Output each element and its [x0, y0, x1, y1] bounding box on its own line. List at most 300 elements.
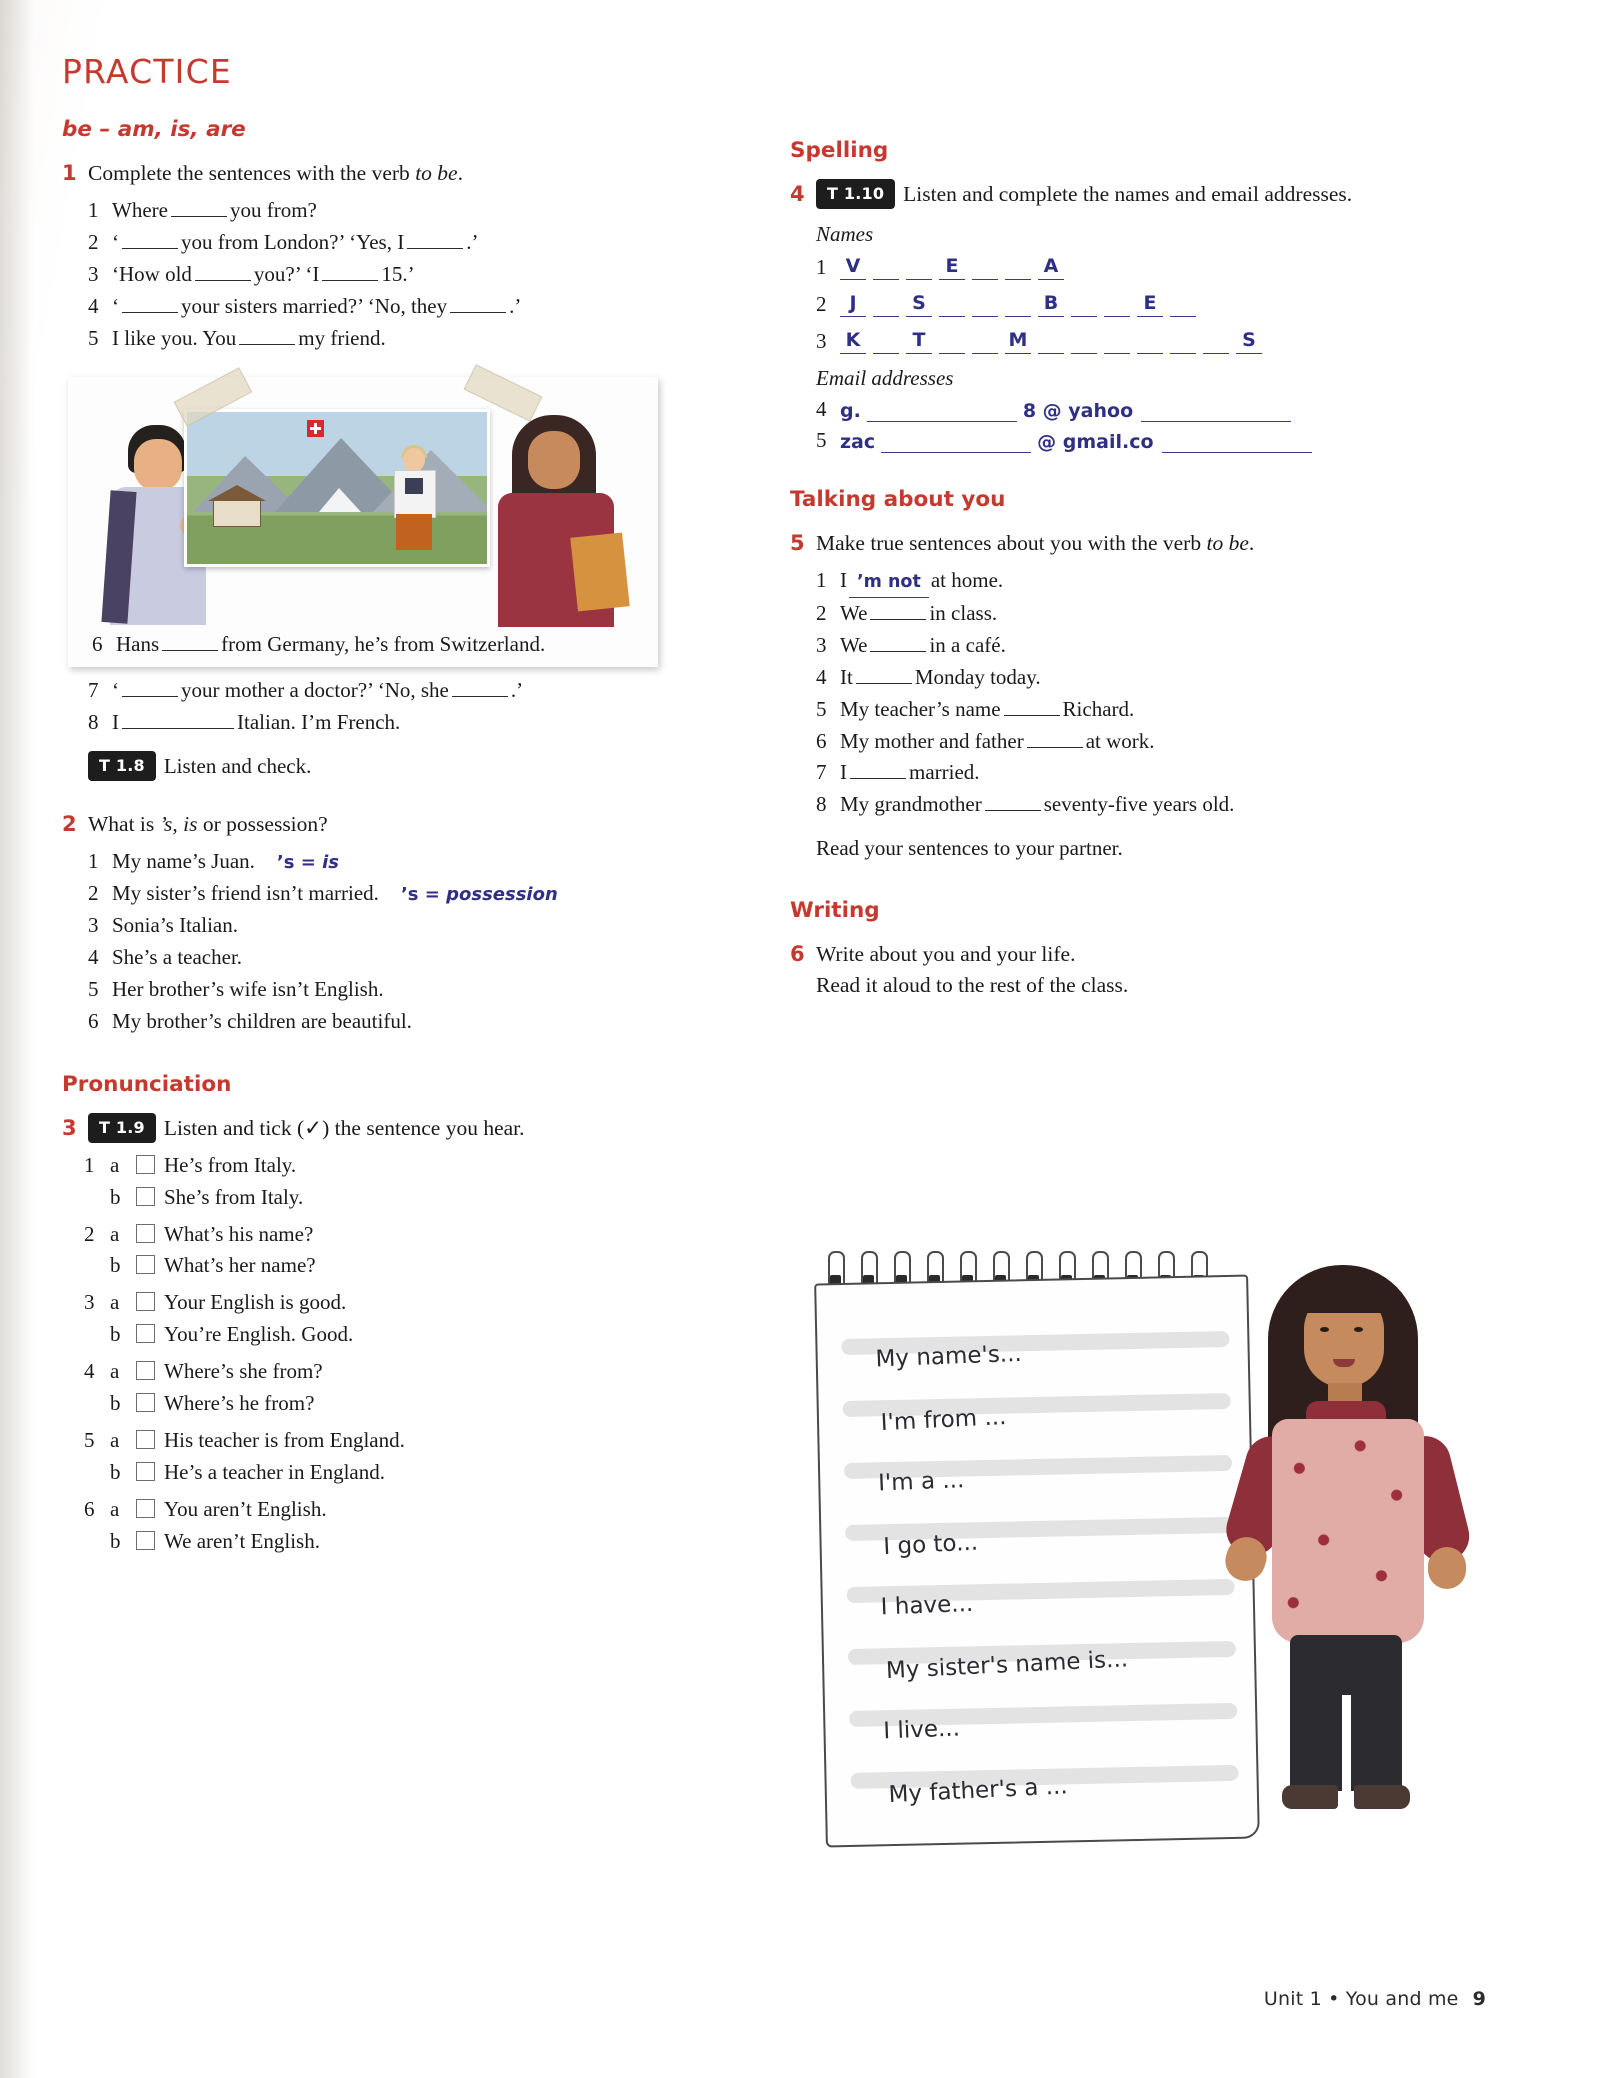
option-text-a: Your English is good. [164, 1290, 347, 1315]
checkbox-row[interactable] [84, 1319, 702, 1351]
option-text-b: What’s her name? [164, 1253, 316, 1278]
item-text [112, 707, 702, 739]
option-letter-b: b [110, 1459, 121, 1484]
item-sentence: My name’s Juan. [112, 849, 255, 874]
list-item [88, 910, 702, 942]
exercise-4-instruction [816, 179, 1430, 210]
exercise-1-items-continued [62, 675, 702, 739]
item-sentence: Her brother’s wife isn’t English. [112, 976, 384, 1001]
letter-cells [840, 290, 1196, 317]
exercise-4-instruction-text: Listen and complete the names and email addresses. [903, 182, 1353, 206]
item-text-post: Monday today. [914, 664, 1041, 689]
notepad-handwriting [875, 1329, 1245, 1832]
list-item [88, 942, 702, 974]
answer-blank[interactable] [1004, 700, 1060, 716]
list-item [88, 846, 702, 878]
letter-cell[interactable]: A [1038, 253, 1064, 280]
names-label: Names [816, 222, 874, 247]
page-footer [1264, 1988, 1486, 2010]
checkbox-group [84, 1219, 702, 1283]
option-text-b: We aren’t English. [164, 1528, 320, 1553]
item-sentence: My brother’s children are beautiful. [112, 1008, 412, 1033]
item-text-post: in a café. [929, 632, 1006, 657]
option-letter-a: a [110, 1221, 120, 1246]
list-item [816, 694, 1430, 726]
item-number: 6 [816, 728, 827, 753]
letter-cells [840, 327, 1262, 354]
option-text-a: What’s his name? [164, 1221, 314, 1246]
checkbox-row[interactable] [84, 1388, 702, 1420]
notepad-line: My father's a ... [887, 1773, 1069, 1809]
left-column [62, 52, 702, 1563]
checkbox-row[interactable] [84, 1287, 702, 1319]
option-text-a: His teacher is from England. [164, 1427, 405, 1452]
letter-cell[interactable] [873, 253, 899, 280]
checkbox-a[interactable] [136, 1430, 155, 1449]
exercise-3-number: 3 [62, 1115, 77, 1140]
item-number: 3 [816, 632, 827, 657]
email-blank[interactable] [867, 399, 1017, 422]
exercise-1-number: 1 [62, 161, 77, 185]
item-sentence: Sonia’s Italian. [112, 912, 238, 937]
item-text-pre: My grandmother [840, 792, 982, 817]
checkbox-a[interactable] [136, 1361, 155, 1380]
option-letter-b: b [110, 1391, 121, 1416]
answer-blank[interactable] [171, 201, 227, 217]
item-text [112, 227, 702, 259]
item-number: 2 [816, 600, 827, 625]
checkbox-a[interactable] [136, 1155, 155, 1174]
answer-blank[interactable] [870, 636, 926, 652]
letter-cell[interactable] [1170, 327, 1196, 354]
section-heading-talking: Talking about you [790, 487, 1006, 513]
checkbox-b[interactable] [136, 1255, 155, 1274]
item-text-pre: I like you. You [112, 325, 237, 350]
item-text-pre: My mother and father [840, 728, 1024, 753]
letter-cell[interactable]: B [1038, 290, 1064, 317]
item-text-post: in class. [929, 600, 998, 625]
item-text [840, 662, 1430, 694]
item-text [840, 598, 1430, 630]
section-heading-writing: Writing [790, 897, 880, 923]
exercise-6 [790, 939, 1430, 1001]
item-text-tail: .’ [510, 677, 524, 702]
audio-track-badge[interactable]: T 1.10 [816, 179, 895, 209]
audio-track-instruction: Listen and check. [163, 753, 312, 778]
exercise-5-items [790, 565, 1430, 821]
item-number: 1 [88, 198, 99, 223]
list-item [88, 323, 702, 355]
answer-blank[interactable] [850, 763, 906, 779]
letter-cell[interactable]: V [840, 253, 866, 280]
item-number: 7 [816, 760, 827, 785]
answer-note [401, 884, 558, 905]
answer-note [277, 852, 339, 873]
exercise-2 [62, 809, 702, 840]
item-text-pre: Where [112, 198, 168, 223]
exercise-2-instruction [88, 809, 702, 840]
emails-label: Email addresses [816, 366, 954, 391]
checkbox-group [84, 1494, 702, 1558]
exercise-1-instruction-post: . [457, 161, 463, 185]
answer-blank[interactable] [122, 297, 178, 313]
item-number: 2 [88, 230, 99, 255]
item-number: 2 [816, 292, 827, 317]
letter-cell[interactable] [1104, 327, 1130, 354]
letter-cell[interactable] [873, 327, 899, 354]
letter-cell[interactable] [1005, 290, 1031, 317]
item-text-post: Italian. I’m French. [237, 709, 401, 734]
section-heading-spelling: Spelling [790, 138, 889, 163]
audio-track-badge[interactable]: T 1.8 [88, 751, 156, 781]
option-text-a: Where’s she from? [164, 1359, 323, 1384]
letter-cell[interactable]: M [1005, 327, 1031, 354]
item-text-post: you from London?’ ‘Yes, I [181, 230, 405, 255]
exercise-6-number: 6 [790, 941, 805, 966]
email-rows [816, 397, 1430, 453]
item-sentence: My sister’s friend isn’t married. [112, 881, 379, 906]
email-domain: 8 @ yahoo [1022, 400, 1134, 423]
answer-note-pre: ’s = [276, 852, 323, 874]
letter-cell[interactable] [972, 327, 998, 354]
answer-note-em: is [322, 852, 339, 874]
letter-cell[interactable]: J [840, 290, 866, 317]
exercise-1 [62, 158, 702, 189]
page-title: PRACTICE [62, 52, 232, 91]
exercise-3 [62, 1113, 702, 1144]
email-domain: @ gmail.co [1037, 431, 1154, 454]
list-item [816, 630, 1430, 662]
list-item [88, 291, 702, 323]
name-row-1[interactable] [816, 253, 1430, 280]
exercise-2-number: 2 [62, 811, 77, 836]
item-text [112, 675, 702, 707]
letter-cell[interactable] [1005, 253, 1031, 280]
exercise-6-line-2: Read it aloud to the rest of the class. [816, 972, 1129, 997]
item-number: 4 [88, 293, 99, 318]
option-text-a: You aren’t English. [164, 1496, 327, 1521]
answer-blank[interactable] [122, 713, 234, 729]
answer-blank[interactable] [1027, 732, 1083, 748]
item-number: 6 [88, 1008, 99, 1033]
answer-blank[interactable] [450, 297, 506, 313]
exercise-6-line-1: Write about you and your life. [816, 941, 1076, 966]
item-number: 1 [816, 568, 827, 593]
checkbox-b[interactable] [136, 1531, 155, 1550]
letter-cell[interactable]: K [840, 327, 866, 354]
instruction-post: . [1248, 531, 1255, 556]
item-text-pre: I [840, 568, 847, 593]
item-number: 1 [816, 255, 827, 280]
name-row-3[interactable] [816, 327, 1430, 354]
group-number: 3 [84, 1290, 95, 1315]
item-text-post: my friend. [298, 325, 386, 350]
names-rows [816, 253, 1430, 354]
instruction-part-a: What is [88, 811, 160, 836]
checkbox-a[interactable] [136, 1224, 155, 1243]
option-text-b: You’re English. Good. [164, 1322, 354, 1347]
checkbox-b[interactable] [136, 1462, 155, 1481]
list-item [816, 662, 1430, 694]
letter-cell[interactable]: E [1137, 290, 1163, 317]
answer-blank[interactable] [122, 233, 178, 249]
exercise-4-number: 4 [790, 182, 805, 206]
item-text-mid: you?’ ‘I [253, 261, 320, 286]
exercise-1-instruction-pre: Complete the sentences with the verb [88, 161, 416, 185]
letter-cell[interactable] [873, 290, 899, 317]
checkbox-group [84, 1425, 702, 1489]
option-letter-a: a [110, 1427, 120, 1452]
option-letter-b: b [110, 1322, 121, 1347]
answer-blank[interactable] [322, 265, 378, 281]
notepad-line: I live... [882, 1715, 961, 1745]
checkbox-b[interactable] [136, 1187, 155, 1206]
photo-in-photo [184, 409, 490, 567]
group-number: 2 [84, 1221, 95, 1246]
instruction-part-c: or possession? [197, 811, 328, 836]
item-number: 3 [88, 912, 99, 937]
notepad-line: My name's... [875, 1340, 1023, 1373]
list-item [88, 878, 702, 910]
exercise-5-instruction [816, 528, 1430, 559]
exercise-2-items [62, 846, 702, 1037]
notepad-line: My sister's name is... [885, 1646, 1129, 1685]
exercise-4 [790, 179, 1430, 210]
item-number: 4 [816, 397, 827, 422]
item-text-post: you from? [229, 198, 317, 223]
item-text-pre: My teacher’s name [840, 696, 1001, 721]
exercise-1-instruction-em: to be [415, 161, 458, 185]
instruction-pre: Make true sentences about you with the verb [816, 531, 1207, 556]
list-item [88, 1006, 702, 1038]
answer-blank[interactable] [122, 681, 178, 697]
list-item [88, 974, 702, 1006]
item-text-tail: 15.’ [381, 261, 415, 286]
item-text-pre: ‘ [112, 230, 119, 255]
notepad-illustration [790, 1245, 1490, 1865]
footer-page-number: 9 [1472, 1988, 1486, 2010]
item-text [116, 632, 642, 657]
answer-note-em: possession [446, 884, 558, 906]
item-text [840, 694, 1430, 726]
item-text-post: at home. [930, 568, 1004, 593]
option-text-b: Where’s he from? [164, 1391, 315, 1416]
answer-blank[interactable] [856, 668, 912, 684]
letter-cell[interactable] [1038, 327, 1064, 354]
item-number: 5 [816, 696, 827, 721]
email-prefix: zac [840, 431, 876, 454]
item-text-post: at work. [1085, 728, 1155, 753]
photo-illustration [68, 377, 658, 667]
exercise-3-instruction [88, 1113, 702, 1144]
item-number: 6 [92, 631, 103, 656]
answer-blank[interactable] [985, 795, 1041, 811]
notepad-page [814, 1275, 1260, 1848]
item-text-post: from Germany, he’s from Switzerland. [221, 631, 546, 656]
checkbox-row[interactable] [84, 1150, 702, 1182]
checkbox-group [84, 1150, 702, 1214]
email-blank[interactable] [1141, 399, 1291, 422]
option-text-b: She’s from Italy. [164, 1184, 304, 1209]
letter-cells [840, 253, 1064, 280]
notepad-line: I'm from ... [880, 1404, 1007, 1437]
checkbox-row[interactable] [84, 1219, 702, 1251]
list-item [88, 675, 702, 707]
item-text-pre: I [112, 709, 119, 734]
list-item [84, 628, 642, 657]
section-heading-be: be – am, is, are [62, 117, 246, 142]
group-number: 4 [84, 1359, 95, 1384]
list-item [816, 598, 1430, 630]
checkbox-row[interactable] [84, 1526, 702, 1558]
item-text-tail: .’ [466, 230, 479, 255]
list-item [816, 565, 1430, 598]
checkbox-row[interactable] [84, 1494, 702, 1526]
exercise-5-closing: Read your sentences to your partner. [816, 836, 1123, 861]
letter-cell[interactable] [1071, 327, 1097, 354]
item-number: 4 [88, 944, 99, 969]
answer-blank[interactable] [407, 233, 463, 249]
item-number: 2 [88, 881, 99, 906]
letter-cell[interactable] [1071, 290, 1097, 317]
answer-blank[interactable] [870, 604, 926, 620]
audio-track-badge[interactable]: T 1.9 [88, 1113, 156, 1143]
filled-answer[interactable]: ’m not [849, 569, 929, 598]
item-text-pre: We [840, 632, 868, 657]
name-row-2[interactable] [816, 290, 1430, 317]
exercise-5 [790, 528, 1430, 559]
option-letter-b: b [110, 1528, 121, 1553]
answer-blank[interactable] [162, 635, 218, 651]
option-letter-a: a [110, 1290, 120, 1315]
exercise-3-checkbox-groups [62, 1150, 702, 1558]
list-item [816, 757, 1430, 789]
email-prefix: g. [840, 400, 861, 423]
item-text-tail: .’ [509, 293, 522, 318]
notepad-line: I go to... [882, 1529, 979, 1561]
email-blank[interactable] [1162, 430, 1312, 453]
checkbox-a[interactable] [136, 1292, 155, 1311]
letter-cell[interactable]: S [906, 290, 932, 317]
option-letter-b: b [110, 1253, 121, 1278]
item-text-pre: Hans [116, 631, 160, 656]
notepad-line: I'm a ... [877, 1467, 965, 1497]
letter-cell[interactable] [1137, 327, 1163, 354]
checkbox-a[interactable] [136, 1499, 155, 1518]
item-text [112, 195, 702, 227]
item-number: 3 [816, 329, 827, 354]
checkbox-row[interactable] [84, 1182, 702, 1214]
item-text-post: your mother a doctor?’ ‘No, she [181, 677, 449, 702]
option-letter-a: a [110, 1359, 120, 1384]
item-text-pre: ‘ [112, 677, 119, 702]
checkbox-group [84, 1287, 702, 1351]
letter-cell[interactable] [972, 290, 998, 317]
letter-cell[interactable] [939, 327, 965, 354]
item-text [840, 630, 1430, 662]
letter-cell[interactable]: T [906, 327, 932, 354]
list-item [88, 707, 702, 739]
letter-cell[interactable] [972, 253, 998, 280]
checkbox-row[interactable] [84, 1457, 702, 1489]
exercise-5-number: 5 [790, 531, 805, 556]
answer-blank[interactable] [195, 265, 251, 281]
item-text-pre: I [840, 760, 847, 785]
item-text-pre: We [840, 600, 868, 625]
item-text [112, 259, 702, 291]
list-item [88, 195, 702, 227]
letter-cell[interactable] [906, 253, 932, 280]
letter-cell[interactable] [1170, 290, 1196, 317]
option-text-b: He’s a teacher in England. [164, 1459, 385, 1484]
email-blank[interactable] [881, 430, 1031, 453]
item-text-post: married. [909, 760, 980, 785]
item-number: 5 [816, 428, 827, 453]
item-number: 4 [816, 664, 827, 689]
right-column [790, 52, 1430, 1007]
letter-cell[interactable] [1104, 290, 1130, 317]
option-letter-b: b [110, 1184, 121, 1209]
instruction-part-b: , [172, 811, 184, 836]
checkbox-row[interactable] [84, 1250, 702, 1282]
exercise-1-items [62, 195, 702, 355]
checkbox-row[interactable] [84, 1425, 702, 1457]
checkbox-b[interactable] [136, 1324, 155, 1343]
email-row-1[interactable] [816, 397, 1430, 422]
exercise-3-instruction-text: Listen and tick (✓) the sentence you hear. [163, 1115, 525, 1140]
email-row-2[interactable] [816, 428, 1430, 453]
answer-blank[interactable] [239, 329, 295, 345]
item-number: 5 [88, 976, 99, 1001]
checkbox-b[interactable] [136, 1393, 155, 1412]
checkbox-row[interactable] [84, 1356, 702, 1388]
answer-blank[interactable] [452, 681, 508, 697]
letter-cell[interactable]: S [1236, 327, 1262, 354]
list-item [816, 789, 1430, 821]
instruction-em: to be [1206, 531, 1249, 556]
group-number: 6 [84, 1496, 95, 1521]
item-text [840, 789, 1430, 821]
group-number: 1 [84, 1152, 95, 1177]
item-number: 8 [816, 792, 827, 817]
letter-cell[interactable]: E [939, 253, 965, 280]
item-text [840, 565, 1430, 598]
exercise-6-instruction [816, 939, 1430, 1001]
letter-cell[interactable] [1203, 327, 1229, 354]
section-heading-pronunciation: Pronunciation [62, 1071, 232, 1097]
list-item [88, 227, 702, 259]
photo-scene [84, 393, 642, 628]
checkbox-group [84, 1356, 702, 1420]
group-number: 5 [84, 1427, 95, 1452]
exercise-1-instruction [88, 158, 702, 189]
option-letter-a: a [110, 1152, 120, 1177]
exercise-1-track-line [88, 751, 702, 781]
item-text-pre: ‘How old [112, 261, 192, 286]
skier-illustration [383, 448, 445, 552]
item-text-pre: It [840, 664, 853, 689]
woman-illustration [1220, 1259, 1480, 1859]
item-text-post: your sisters married?’ ‘No, they [181, 293, 448, 318]
item-number: 7 [88, 677, 99, 702]
option-text-a: He’s from Italy. [164, 1152, 297, 1177]
item-text [112, 878, 702, 910]
item-sentence: She’s a teacher. [112, 944, 243, 969]
list-item [88, 259, 702, 291]
option-letter-a: a [110, 1496, 120, 1521]
letter-cell[interactable] [939, 290, 965, 317]
answer-note-pre: ’s = [400, 884, 447, 906]
